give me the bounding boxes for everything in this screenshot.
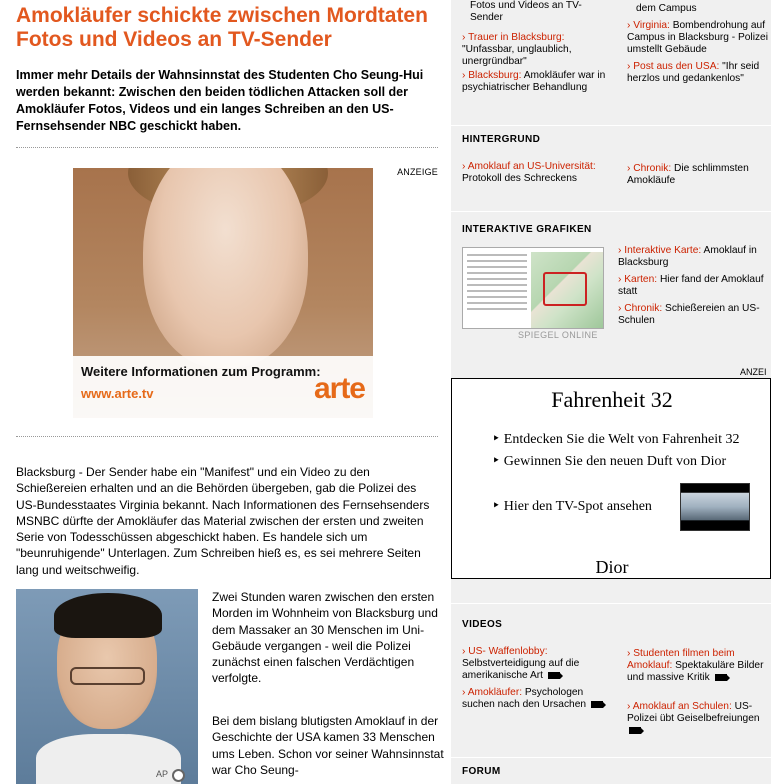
- link-label: US- Waffenlobby:: [468, 646, 548, 657]
- section-heading: VIDEOS: [462, 619, 503, 630]
- link-label: Amoklauf an Schulen:: [632, 701, 732, 712]
- video-link[interactable]: [462, 687, 612, 711]
- forum-section: [451, 757, 771, 784]
- article-teaser: Immer mehr Details der Wahnsinnstat des Studenten Cho Seung-Hui werden bekannt: Zwischen den beiden tödlichen Attacken soll der Amokläufer Fotos, Videos und ein langes Schreiben an den US-Fernsehsender NBC geschickt haben.: [16, 68, 424, 133]
- bullet-icon: ›: [462, 70, 466, 81]
- headline-line-2: Fotos und Videos an TV-Sender: [16, 28, 332, 51]
- thumbnail-map: [531, 252, 603, 328]
- interactive-map-thumbnail[interactable]: [462, 247, 604, 329]
- article-headline: [16, 4, 438, 52]
- bullet-icon: ›: [462, 646, 466, 657]
- arte-advertisement[interactable]: [73, 168, 373, 418]
- link-text: Amoklauf in Blacksburg: [618, 245, 757, 268]
- thumbnail-caption: SPIEGEL ONLINE: [518, 330, 598, 340]
- ad-link-text: Entdecken Sie die Welt von Fahrenheit 32: [503, 432, 740, 447]
- ad-label: ANZEI: [740, 367, 767, 377]
- arte-ad-title: Weitere Informationen zum Programm:: [81, 364, 321, 379]
- link-label: Blacksburg:: [468, 70, 522, 81]
- link-text: Hier fand der Amoklauf statt: [618, 274, 764, 297]
- bullet-icon: ›: [627, 20, 631, 31]
- hintergrund-section: [451, 125, 771, 211]
- link-text: "Unfassbar, unglaublich, unergründbar": [462, 44, 572, 67]
- link-text: Bombendrohung auf Campus in Blacksburg - Polizei umstellt Gebäude: [627, 20, 768, 55]
- related-link[interactable]: [627, 61, 767, 85]
- link-text: Psychologen suchen nach den Ursachen: [462, 687, 587, 710]
- bullet-icon: ›: [627, 701, 631, 712]
- bullet-icon: ›: [627, 648, 631, 659]
- headline-line-1: Amokläufer schickte zwischen Mordtaten: [16, 4, 428, 27]
- thumbnail-text-lines: [467, 254, 527, 314]
- grafik-link[interactable]: [618, 274, 768, 298]
- section-heading: INTERAKTIVE GRAFIKEN: [462, 224, 592, 235]
- ad-title: Fahrenheit 32: [551, 387, 673, 412]
- link-label: Trauer in Blacksburg:: [468, 32, 565, 43]
- grafik-link[interactable]: [618, 245, 768, 269]
- link-text: Selbstverteidigung auf die amerikanische Art: [462, 658, 580, 681]
- related-link[interactable]: [462, 32, 602, 68]
- bullet-icon: ›: [618, 274, 622, 285]
- related-link[interactable]: [470, 0, 595, 24]
- bullet-icon: ›: [462, 687, 466, 698]
- article-paragraph: Blacksburg - Der Sender habe ein "Manifest" und ein Video zu den Schießereien erhalten und an die Behörden übergeben, gab die Polizei des US-Bundesstaates Virginia bekannt. Nach Informationen des Fernsehsenders MSNBC dürfte der Amokläufer das Material zwischen der ersten und zweiten Serie von Todesschüssen abgeschickt haben. Es handele sich um "beunruhigende" Unterlagen. Zum Schreiben hieß es, es sei mehrere Seiten lang und weitschweifig.: [16, 465, 430, 577]
- link-text: Schießereien an US- Schulen: [618, 303, 760, 326]
- section-heading[interactable]: FORUM: [462, 766, 501, 777]
- link-label: Interaktive Karte:: [624, 245, 702, 256]
- article-paragraph: Bei dem bislang blutigsten Amoklauf in der Geschichte der USA kamen 33 Menschen ums Leben. Schon vor seiner Wahnsinnstat war Cho Seung-: [212, 714, 444, 777]
- ad-link[interactable]: [492, 431, 740, 448]
- video-link[interactable]: [627, 701, 771, 737]
- bullet-icon: ›: [627, 163, 631, 174]
- fahrenheit-advertisement[interactable]: [451, 378, 771, 579]
- ad-label: ANZEIGE: [397, 167, 438, 177]
- link-label: Amokläufer:: [467, 687, 523, 698]
- zoom-icon[interactable]: [172, 769, 185, 782]
- tv-spot-thumbnail[interactable]: [680, 483, 750, 531]
- bullet-icon: ›: [462, 32, 466, 43]
- hintergrund-link[interactable]: [462, 161, 612, 185]
- arrow-icon: ‣: [492, 499, 501, 514]
- hintergrund-link[interactable]: [627, 163, 771, 187]
- link-label: Karten:: [624, 274, 658, 285]
- photo-glasses: [70, 667, 145, 685]
- video-link[interactable]: [462, 646, 622, 682]
- link-text: Protokoll des Schreckens: [462, 173, 577, 184]
- arte-banner: [73, 356, 373, 418]
- ad-link-text: Hier den TV-Spot ansehen: [503, 499, 652, 514]
- link-label: Amoklauf an US-Universität:: [467, 161, 596, 172]
- ad-link[interactable]: [492, 498, 652, 515]
- videos-section: [451, 603, 771, 757]
- divider: [16, 147, 438, 148]
- ad-link[interactable]: [492, 453, 726, 470]
- bullet-icon: ›: [462, 161, 466, 172]
- photo-hair: [54, 593, 162, 638]
- arrow-icon: ‣: [492, 454, 501, 469]
- link-text: US-Polizei übt Geiselbefreiungen: [627, 701, 760, 724]
- video-camera-icon: [629, 727, 641, 734]
- section-heading: HINTERGRUND: [462, 134, 541, 145]
- divider: [16, 436, 438, 437]
- link-text: dem Campus: [636, 3, 697, 14]
- related-link[interactable]: [462, 70, 622, 94]
- bullet-icon: ›: [618, 303, 622, 314]
- photo-credit: AP: [156, 769, 169, 779]
- link-label: Post aus den USA:: [633, 61, 720, 72]
- article-photo[interactable]: [16, 589, 198, 784]
- related-link[interactable]: [627, 20, 771, 56]
- video-link[interactable]: [627, 648, 767, 684]
- link-label: Chronik:: [624, 303, 663, 314]
- link-text: Fotos und Videos an TV-Sender: [470, 0, 582, 23]
- video-camera-icon: [548, 672, 560, 679]
- link-text: Spektakuläre Bilder und massive Kritik: [627, 660, 764, 683]
- bullet-icon: ›: [618, 245, 622, 256]
- ad-link-text: Gewinnen Sie den neuen Duft von Dior: [503, 454, 727, 469]
- arte-logo: arte: [313, 372, 365, 405]
- link-label: Chronik:: [633, 163, 672, 174]
- video-camera-icon: [591, 701, 603, 708]
- link-label: Studenten filmen beim Amoklauf:: [627, 648, 735, 671]
- link-label: Virginia:: [633, 20, 670, 31]
- grafik-link[interactable]: [618, 303, 768, 327]
- article-paragraph: Zwei Stunden waren zwischen den ersten Morden im Wohnheim von Blacksburg und dem Massaker an 30 Menschen im Uni-Gebäude vergangen - weil die Polizei zunächst einen falschen Verdächtigen verfolgte.: [212, 590, 438, 686]
- related-link[interactable]: [636, 3, 766, 15]
- link-text: Die schlimmsten Amokläufe: [627, 163, 749, 186]
- video-camera-icon: [715, 674, 727, 681]
- related-links: [451, 0, 771, 125]
- arrow-icon: ‣: [492, 432, 501, 447]
- arte-ad-url[interactable]: www.arte.tv: [81, 386, 154, 401]
- link-text: "Ihr seid herzlos und gedankenlos": [627, 61, 760, 84]
- ad-image-face: [143, 168, 308, 368]
- link-text: Amokläufer war in psychiatrischer Behandlung: [462, 70, 606, 93]
- dior-logo: Dior: [595, 557, 629, 577]
- bullet-icon: ›: [627, 61, 631, 72]
